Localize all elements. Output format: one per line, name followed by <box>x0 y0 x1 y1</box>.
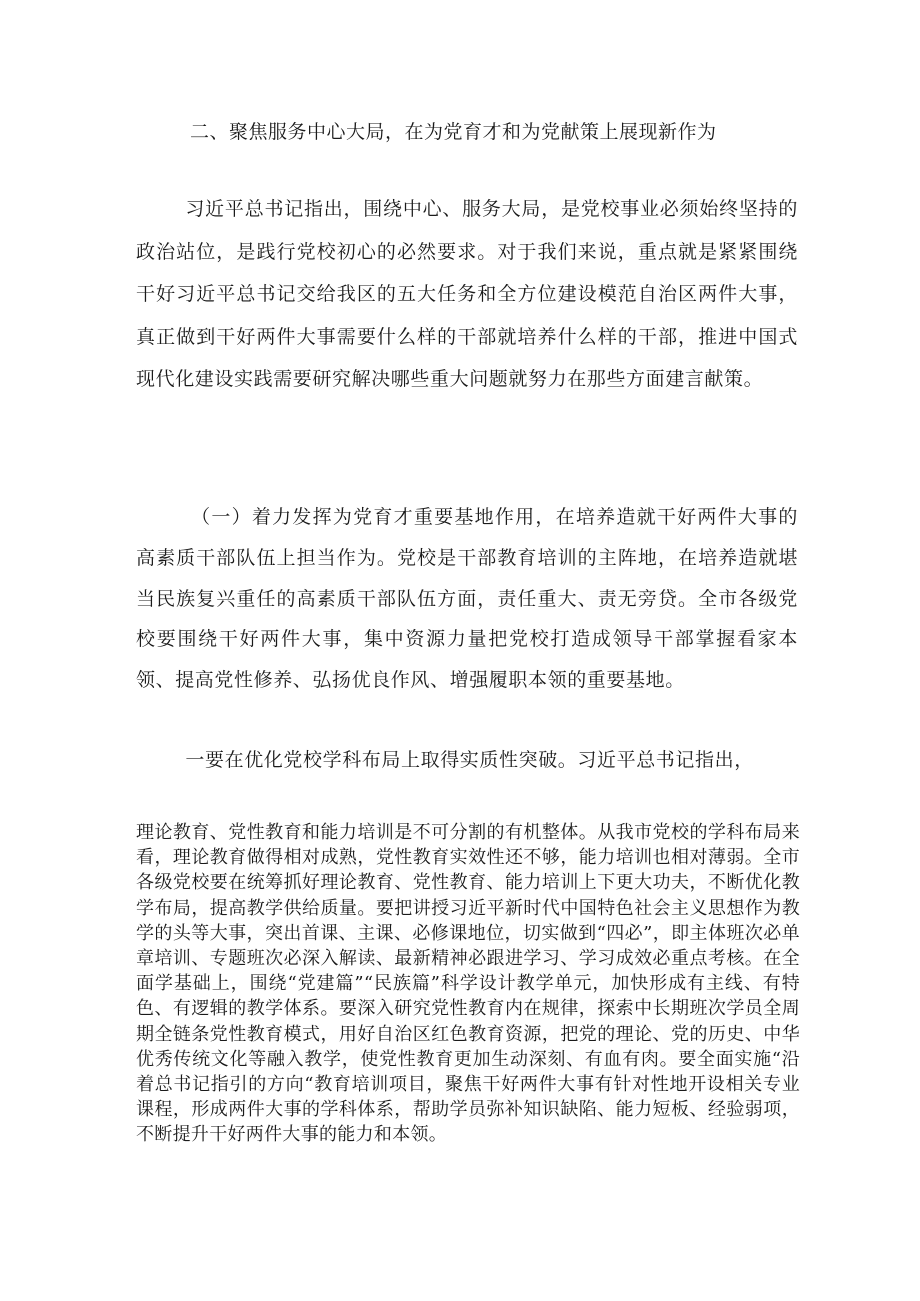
paragraph-1: 习近平总书记指出，围绕中心、服务大局，是党校事业必须始终坚持的政治站位，是践行党校初心的必然要求。对于我们来说，重点就是紧紧围绕干好习近平总书记交给我区的五大任务和全方位建设模范自治区两件大事，真正做到干好两件大事需要什么样的干部就培养什么样的干部，推进中国式现代化建设实践需要研究解决哪些重大问题就努力在那些方面建言献策。 <box>136 198 798 391</box>
section-heading: 二、聚焦服务中心大局，在为党育才和为党献策上展现新作为 <box>190 121 717 143</box>
paragraph-3: 一要在优化党校学科布局上取得实质性突破。习近平总书记指出， <box>185 749 754 771</box>
paragraph-2: （一）着力发挥为党育才重要基地作用，在培养造就干好两件大事的高素质干部队伍上担当作为。党校是干部教育培训的主阵地，在培养造就堪当民族复兴重任的高素质干部队伍方面，责任重大、责无旁贷。全市各级党校要围绕干好两件大事，集中资源力量把党校打造成领导干部掌握看家本领、提高党性修养、弘扬优良作风、增强履职本领的重要基地。 <box>136 506 798 692</box>
paragraph-4: 理论教育、党性教育和能力培训是不可分割的有机整体。从我市党校的学科布局来看，理论教育做得相对成熟，党性教育实效性还不够，能力培训也相对薄弱。全市各级党校要在统筹抓好理论教育、党性教育、能力培训上下更大功夫，不断优化教学布局，提高教学供给质量。要把讲授习近平新时代中国特色社会主义思想作为教学的头等大事，突出首课、主课、必修课地位，切实做到“四必”，即主体班次必单章培训、专题班次必深入解读、最新精神必跟进学习、学习成效必重点考核。在全面学基础上，围绕“党建篇”“民族篇”科学设计教学单元，加快形成有主线、有特色、有逻辑的教学体系。要深入研究党性教育内在规律，探索中长期班次学员全周期全链条党性教育模式，用好自治区红色教育资源，把党的理论、党的历史、中华优秀传统文化等融入教学，使党性教育更加生动深刻、有血有肉。要全面实施“沿着总书记指引的方向“教育培训项目，聚焦干好两件大事有针对性地开设相关专业课程，形成两件大事的学科体系，帮助学员弥补知识缺陷、能力短板、经验弱项，不断提升干好两件大事的能力和本领。 <box>136 822 800 1146</box>
